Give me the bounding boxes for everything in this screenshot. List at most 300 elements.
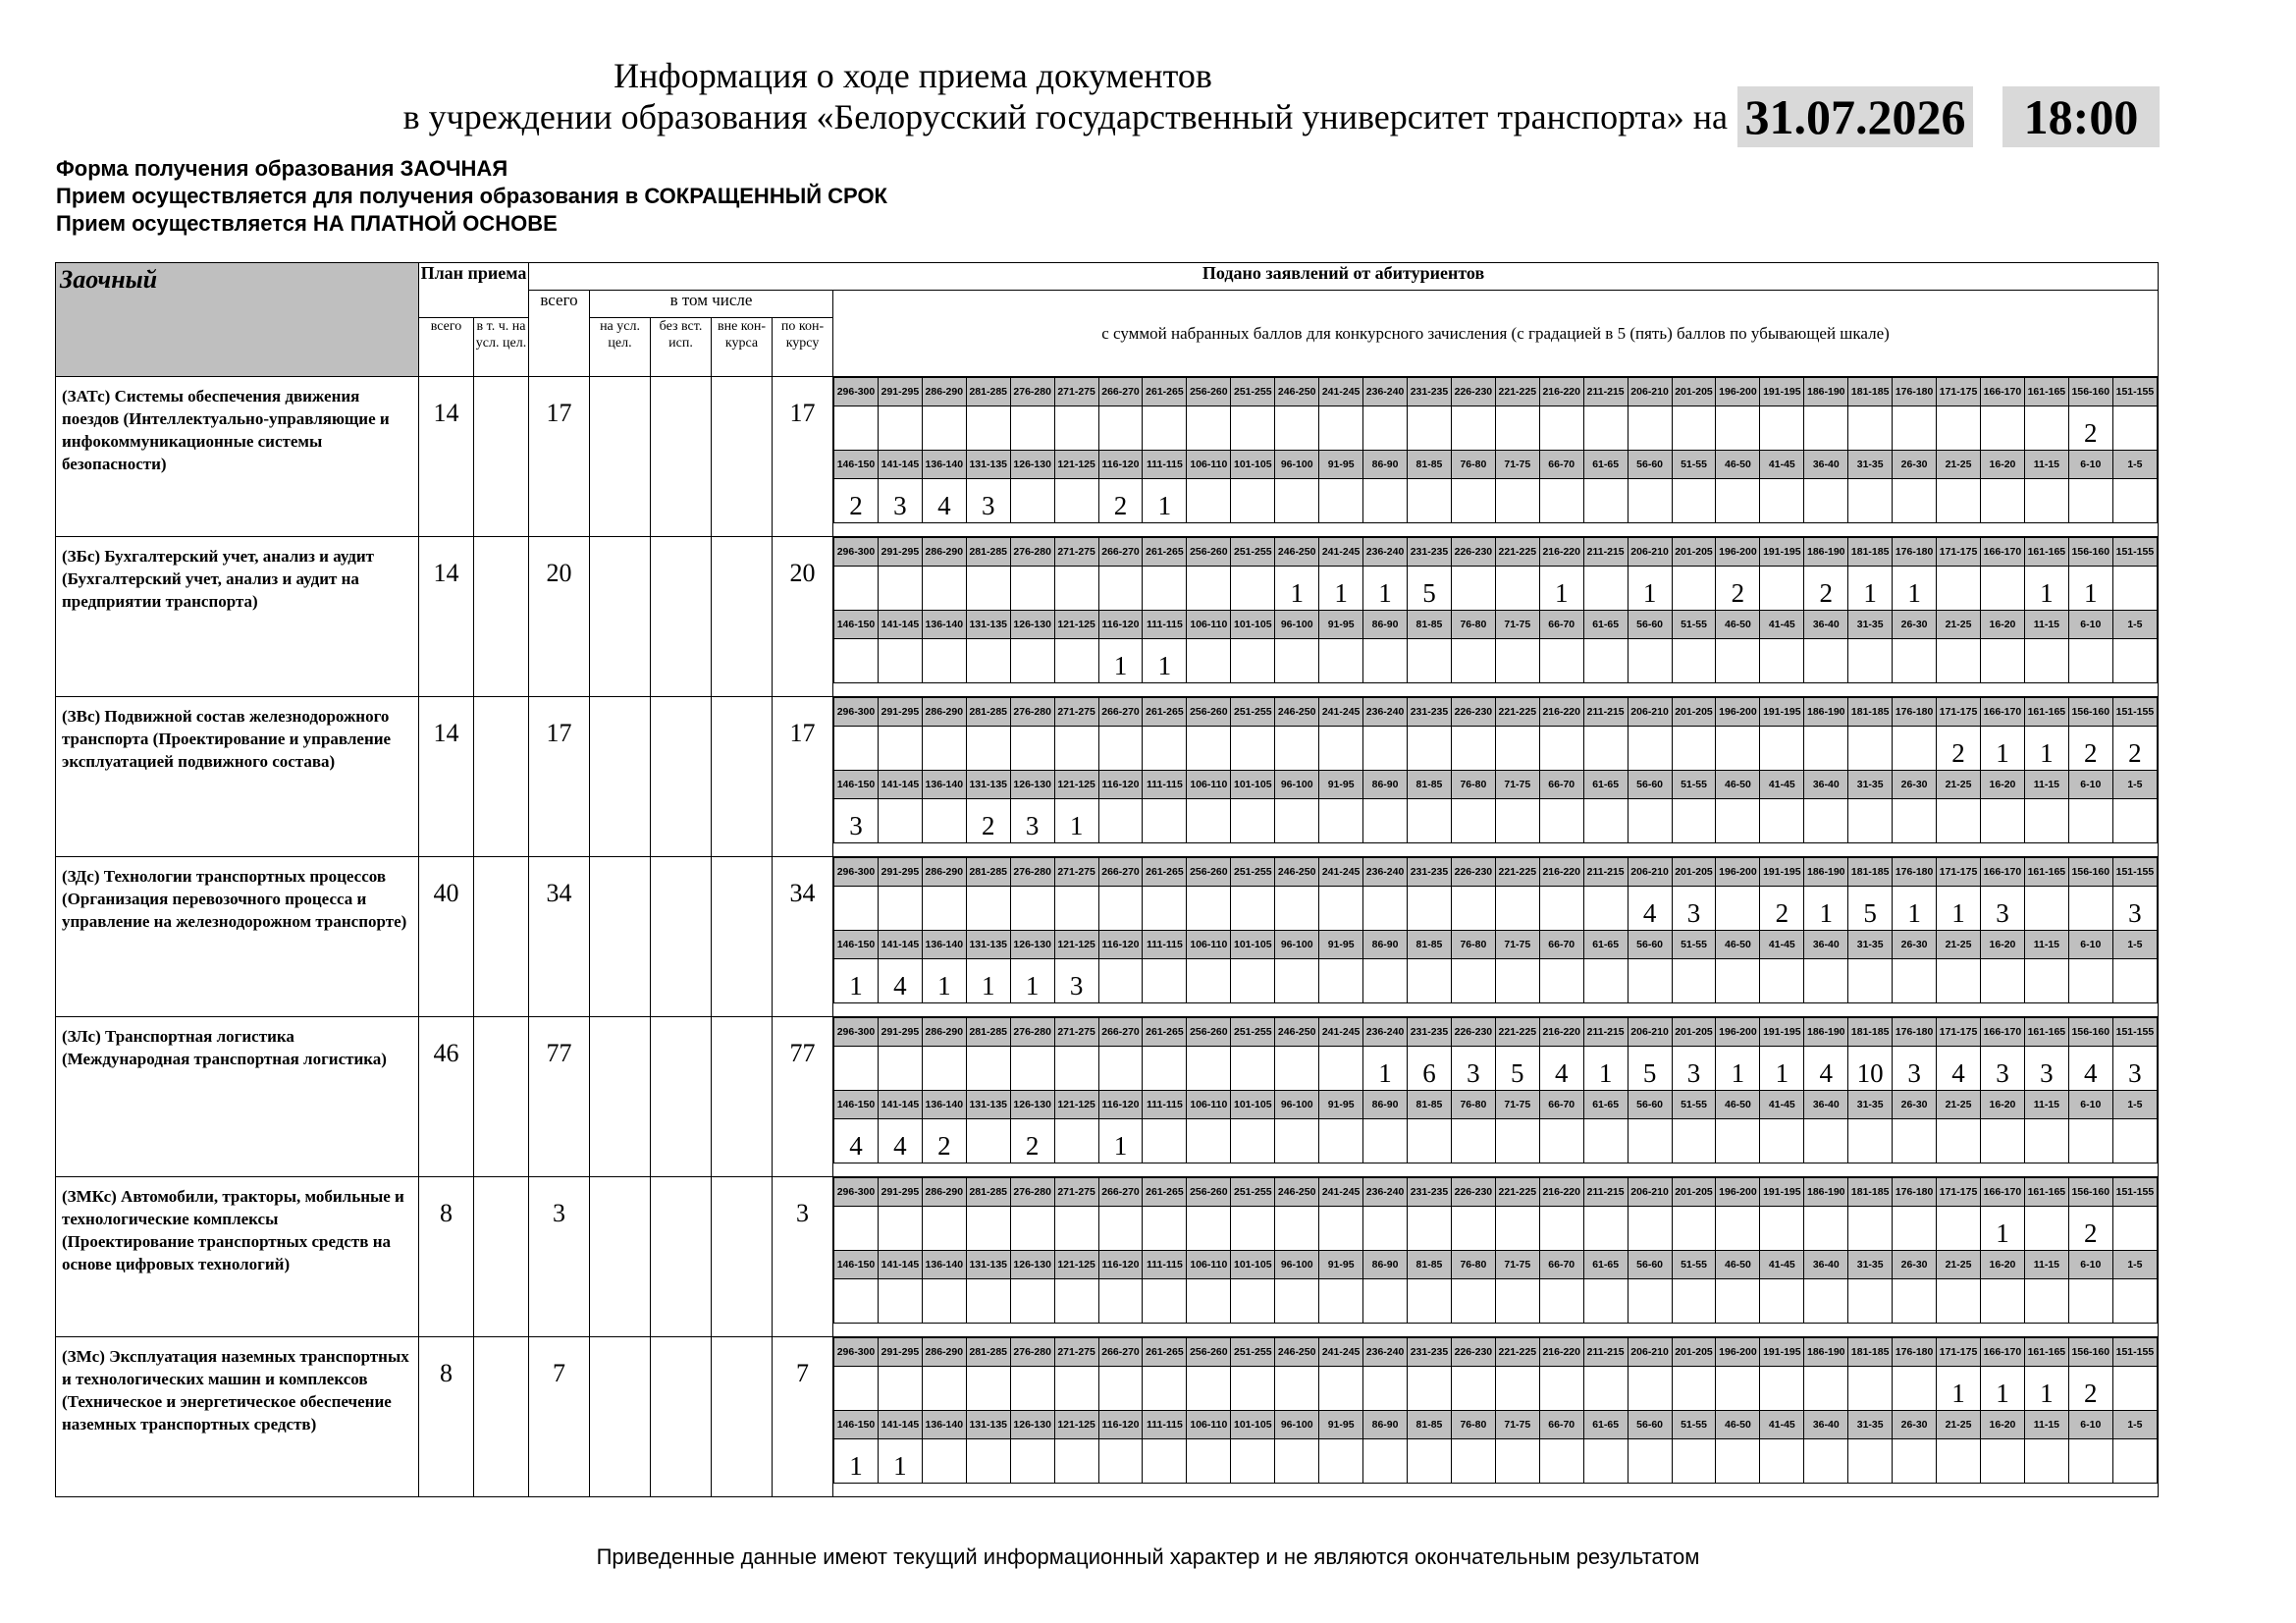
- score-range: 11-15: [2024, 451, 2068, 479]
- score-range: 91-95: [1319, 1411, 1363, 1439]
- program-row: [56, 697, 2159, 857]
- score-range: 161-165: [2024, 1018, 2068, 1047]
- title-line1: Информация о ходе приема документов: [614, 56, 1212, 95]
- score-range: 196-200: [1716, 1178, 1760, 1207]
- score-range: 131-135: [966, 771, 1010, 799]
- score-range: 106-110: [1187, 611, 1231, 639]
- score-range: 6-10: [2068, 611, 2112, 639]
- score-count: [1319, 959, 1363, 1003]
- submitted-total: 3: [529, 1177, 590, 1337]
- score-count: [1539, 1279, 1583, 1324]
- score-range: 76-80: [1451, 931, 1495, 959]
- score-range: 116-120: [1098, 931, 1143, 959]
- score-range: 106-110: [1187, 451, 1231, 479]
- admission-basis: Прием осуществляется НА ПЛАТНОЙ ОСНОВЕ: [56, 211, 558, 236]
- score-range: 141-145: [878, 451, 922, 479]
- score-count: [1319, 1119, 1363, 1163]
- score-count: [1760, 406, 1804, 451]
- score-count: [1098, 567, 1143, 611]
- program-name: (ЗБс) Бухгалтерский учет, анализ и аудит (Бухгалтерский учет, анализ и аудит на предприятии транспорта): [56, 537, 419, 697]
- score-count: [1451, 1367, 1495, 1411]
- submitted-header: Подано заявлений от абитуриентов: [529, 263, 2159, 291]
- score-count: [1143, 1119, 1187, 1163]
- score-range: 146-150: [834, 1251, 879, 1279]
- score-range: 251-255: [1231, 538, 1275, 567]
- score-range: 161-165: [2024, 1178, 2068, 1207]
- score-range: 241-245: [1319, 1178, 1363, 1207]
- score-count: [1319, 1279, 1363, 1324]
- score-range: 106-110: [1187, 771, 1231, 799]
- score-count: [1363, 887, 1408, 931]
- score-count: [1937, 639, 1981, 683]
- score-range: 156-160: [2068, 698, 2112, 727]
- score-range: 176-180: [1893, 378, 1937, 406]
- program-name: (ЗВс) Подвижной состав железнодорожного транспорта (Проектирование и управление эксплуатацией подвижного состава): [56, 697, 419, 857]
- score-range: 281-285: [966, 698, 1010, 727]
- score-count: [1628, 1119, 1672, 1163]
- score-range: 181-185: [1848, 1018, 1893, 1047]
- score-range: 281-285: [966, 1178, 1010, 1207]
- score-range: 161-165: [2024, 858, 2068, 887]
- scores-caption: с суммой набранных баллов для конкурсного зачисления (с градацией в 5 (пять) баллов по убывающей шкале): [833, 291, 2159, 377]
- score-count: [1583, 1207, 1628, 1251]
- submitted-out-competition: [712, 697, 773, 857]
- score-range: 201-205: [1672, 538, 1716, 567]
- score-range: 111-115: [1143, 771, 1187, 799]
- score-count: [1187, 479, 1231, 523]
- score-count: [1319, 479, 1363, 523]
- score-count: [1098, 1207, 1143, 1251]
- score-range: 211-215: [1583, 1178, 1628, 1207]
- score-count: [2024, 799, 2068, 843]
- score-range: 266-270: [1098, 858, 1143, 887]
- program-name: (ЗМКс) Автомобили, тракторы, мобильные и технологические комплексы (Проектирование транспортных средств на основе цифровых технологий): [56, 1177, 419, 1337]
- score-range: 271-275: [1054, 1338, 1098, 1367]
- score-count: [1583, 1367, 1628, 1411]
- score-range: 151-155: [2112, 1178, 2157, 1207]
- score-range: 126-130: [1010, 1411, 1054, 1439]
- score-range: 46-50: [1716, 1091, 1760, 1119]
- score-count: [1495, 1439, 1539, 1484]
- score-count: 3: [878, 479, 922, 523]
- score-count: [1275, 479, 1319, 523]
- score-range: 126-130: [1010, 611, 1054, 639]
- score-count: 2: [834, 479, 879, 523]
- score-count: [1408, 727, 1452, 771]
- score-count: [1628, 727, 1672, 771]
- score-range: 46-50: [1716, 931, 1760, 959]
- score-count: [1319, 1047, 1363, 1091]
- out-competition-header: вне кон-курса: [712, 318, 773, 377]
- score-count: [966, 1439, 1010, 1484]
- score-count: 2: [2112, 727, 2157, 771]
- score-range: 131-135: [966, 1411, 1010, 1439]
- score-range: 201-205: [1672, 858, 1716, 887]
- score-count: [1054, 479, 1098, 523]
- score-range: 11-15: [2024, 1091, 2068, 1119]
- score-range: 86-90: [1363, 771, 1408, 799]
- score-grid: [833, 1337, 2159, 1497]
- score-range: 266-270: [1098, 1018, 1143, 1047]
- score-count: [1363, 959, 1408, 1003]
- score-count: [1980, 1119, 2024, 1163]
- score-range: 181-185: [1848, 1178, 1893, 1207]
- score-count: 1: [2068, 567, 2112, 611]
- score-count: [1363, 799, 1408, 843]
- score-range: 296-300: [834, 698, 879, 727]
- score-count: [1804, 1119, 1848, 1163]
- score-count: [1539, 639, 1583, 683]
- score-count: [1848, 479, 1893, 523]
- score-count: [1187, 1047, 1231, 1091]
- score-count: [1363, 1207, 1408, 1251]
- score-range: 1-5: [2112, 451, 2157, 479]
- score-count: [2024, 1279, 2068, 1324]
- score-count: 1: [1143, 639, 1187, 683]
- score-range: 171-175: [1937, 1338, 1981, 1367]
- score-range: 241-245: [1319, 1338, 1363, 1367]
- score-count: 1: [1848, 567, 1893, 611]
- submitted-out-competition: [712, 1017, 773, 1177]
- score-range: 121-125: [1054, 611, 1098, 639]
- score-range: 141-145: [878, 1411, 922, 1439]
- score-range: 66-70: [1539, 931, 1583, 959]
- score-range: 236-240: [1363, 858, 1408, 887]
- score-count: [1495, 887, 1539, 931]
- score-range: 11-15: [2024, 611, 2068, 639]
- score-range: 116-120: [1098, 451, 1143, 479]
- score-count: [1275, 1367, 1319, 1411]
- score-range: 21-25: [1937, 611, 1981, 639]
- score-count: [1848, 406, 1893, 451]
- score-count: [1539, 959, 1583, 1003]
- score-range: 126-130: [1010, 1091, 1054, 1119]
- score-count: 4: [834, 1119, 879, 1163]
- score-count: [1583, 406, 1628, 451]
- score-range: 206-210: [1628, 378, 1672, 406]
- score-count: [1804, 639, 1848, 683]
- plan-target: [474, 377, 529, 537]
- score-range: 116-120: [1098, 771, 1143, 799]
- score-range: 241-245: [1319, 1018, 1363, 1047]
- score-range: 21-25: [1937, 1251, 1981, 1279]
- score-count: [834, 1207, 879, 1251]
- score-count: [922, 799, 966, 843]
- score-range: 101-105: [1231, 1091, 1275, 1119]
- score-range: 16-20: [1980, 1411, 2024, 1439]
- submitted-out-competition: [712, 1337, 773, 1497]
- score-range: 111-115: [1143, 1091, 1187, 1119]
- score-count: 1: [922, 959, 966, 1003]
- score-range: 291-295: [878, 1338, 922, 1367]
- score-range: 121-125: [1054, 931, 1098, 959]
- score-range: 36-40: [1804, 1411, 1848, 1439]
- score-range: 21-25: [1937, 1411, 1981, 1439]
- score-count: [1363, 479, 1408, 523]
- score-count: [1231, 1439, 1275, 1484]
- score-count: [1893, 1279, 1937, 1324]
- score-range: 146-150: [834, 1411, 879, 1439]
- score-count: [1937, 799, 1981, 843]
- score-range: 6-10: [2068, 771, 2112, 799]
- score-count: [1495, 479, 1539, 523]
- score-count: [1275, 887, 1319, 931]
- score-range: 36-40: [1804, 611, 1848, 639]
- score-range: 46-50: [1716, 1411, 1760, 1439]
- score-range: 251-255: [1231, 698, 1275, 727]
- score-count: 1: [1893, 567, 1937, 611]
- score-range: 31-35: [1848, 931, 1893, 959]
- score-range: 181-185: [1848, 538, 1893, 567]
- submitted-out-competition: [712, 537, 773, 697]
- score-count: [878, 639, 922, 683]
- score-count: [1451, 887, 1495, 931]
- score-count: [834, 1047, 879, 1091]
- score-count: [1495, 567, 1539, 611]
- score-count: [1716, 959, 1760, 1003]
- score-count: [1010, 1207, 1054, 1251]
- score-count: [1893, 1207, 1937, 1251]
- score-range: 221-225: [1495, 538, 1539, 567]
- score-range: 151-155: [2112, 698, 2157, 727]
- score-range: 296-300: [834, 1338, 879, 1367]
- score-count: [1937, 406, 1981, 451]
- score-range: 61-65: [1583, 931, 1628, 959]
- score-count: 4: [922, 479, 966, 523]
- score-range: 106-110: [1187, 931, 1231, 959]
- score-count: [1187, 1439, 1231, 1484]
- score-count: 4: [1804, 1047, 1848, 1091]
- submitted-competition: 3: [773, 1177, 833, 1337]
- score-count: [1848, 1439, 1893, 1484]
- score-range: 56-60: [1628, 451, 1672, 479]
- score-count: [2024, 887, 2068, 931]
- score-range: 11-15: [2024, 1411, 2068, 1439]
- score-count: [878, 1367, 922, 1411]
- score-range: 226-230: [1451, 858, 1495, 887]
- score-count: [834, 887, 879, 931]
- score-count: 2: [2068, 1207, 2112, 1251]
- score-count: [1937, 1119, 1981, 1163]
- score-range: 91-95: [1319, 931, 1363, 959]
- score-count: [2112, 959, 2157, 1003]
- score-range: 111-115: [1143, 1251, 1187, 1279]
- score-count: [1716, 1207, 1760, 1251]
- score-count: [1408, 1119, 1452, 1163]
- score-range: 76-80: [1451, 1091, 1495, 1119]
- score-count: 4: [2068, 1047, 2112, 1091]
- score-count: 2: [1010, 1119, 1054, 1163]
- score-range: 26-30: [1893, 1091, 1937, 1119]
- score-range: 216-220: [1539, 1018, 1583, 1047]
- score-count: [1804, 799, 1848, 843]
- score-range: 121-125: [1054, 1251, 1098, 1279]
- score-range: 216-220: [1539, 1178, 1583, 1207]
- score-range: 81-85: [1408, 771, 1452, 799]
- score-range: 281-285: [966, 538, 1010, 567]
- score-count: 5: [1408, 567, 1452, 611]
- score-count: [1408, 406, 1452, 451]
- score-range: 211-215: [1583, 698, 1628, 727]
- admission-table: [55, 262, 2159, 1497]
- score-range: 96-100: [1275, 451, 1319, 479]
- score-count: [1319, 1439, 1363, 1484]
- score-count: [1672, 479, 1716, 523]
- score-count: [1672, 799, 1716, 843]
- score-range: 96-100: [1275, 1091, 1319, 1119]
- score-range: 271-275: [1054, 1178, 1098, 1207]
- score-range: 231-235: [1408, 538, 1452, 567]
- score-count: 1: [1010, 959, 1054, 1003]
- score-count: [1054, 1279, 1098, 1324]
- score-count: 3: [1054, 959, 1098, 1003]
- score-range: 211-215: [1583, 538, 1628, 567]
- score-range: 56-60: [1628, 1091, 1672, 1119]
- score-count: [2068, 1279, 2112, 1324]
- score-range: 146-150: [834, 931, 879, 959]
- score-range: 166-170: [1980, 1338, 2024, 1367]
- submitted-total: 34: [529, 857, 590, 1017]
- score-range: 26-30: [1893, 1251, 1937, 1279]
- score-count: [1583, 479, 1628, 523]
- score-count: 1: [2024, 1367, 2068, 1411]
- score-count: 1: [1098, 639, 1143, 683]
- score-count: [878, 1207, 922, 1251]
- score-count: [1495, 1279, 1539, 1324]
- score-range: 246-250: [1275, 1018, 1319, 1047]
- score-range: 176-180: [1893, 1178, 1937, 1207]
- score-range: 146-150: [834, 1091, 879, 1119]
- score-count: [1054, 406, 1098, 451]
- score-count: [1760, 959, 1804, 1003]
- score-count: 1: [834, 1439, 879, 1484]
- score-count: [1539, 799, 1583, 843]
- score-count: [1937, 1207, 1981, 1251]
- score-range: 166-170: [1980, 858, 2024, 887]
- score-range: 146-150: [834, 611, 879, 639]
- score-range: 221-225: [1495, 1018, 1539, 1047]
- score-range: 71-75: [1495, 1091, 1539, 1119]
- score-count: [1451, 727, 1495, 771]
- score-range: 161-165: [2024, 538, 2068, 567]
- score-range: 111-115: [1143, 611, 1187, 639]
- submitted-out-competition: [712, 857, 773, 1017]
- score-range: 206-210: [1628, 538, 1672, 567]
- submitted-no-exam: [651, 377, 712, 537]
- score-count: [966, 567, 1010, 611]
- score-count: [1231, 727, 1275, 771]
- score-range: 146-150: [834, 771, 879, 799]
- score-range: 236-240: [1363, 378, 1408, 406]
- score-range: 21-25: [1937, 451, 1981, 479]
- score-range: 161-165: [2024, 1338, 2068, 1367]
- including-header: в том числе: [590, 291, 833, 318]
- score-range: 136-140: [922, 1411, 966, 1439]
- score-range: 236-240: [1363, 698, 1408, 727]
- score-count: 3: [1672, 1047, 1716, 1091]
- score-range: 61-65: [1583, 1411, 1628, 1439]
- score-range: 126-130: [1010, 451, 1054, 479]
- score-count: [966, 1207, 1010, 1251]
- score-count: 4: [1539, 1047, 1583, 1091]
- score-count: [1451, 1119, 1495, 1163]
- score-count: [1672, 1119, 1716, 1163]
- score-range: 186-190: [1804, 858, 1848, 887]
- score-count: [2112, 1207, 2157, 1251]
- score-count: [834, 567, 879, 611]
- score-range: 31-35: [1848, 771, 1893, 799]
- score-count: [1583, 639, 1628, 683]
- score-count: [1408, 1279, 1452, 1324]
- score-count: 2: [1716, 567, 1760, 611]
- score-range: 221-225: [1495, 858, 1539, 887]
- score-range: 16-20: [1980, 771, 2024, 799]
- score-range: 196-200: [1716, 858, 1760, 887]
- score-range: 206-210: [1628, 1018, 1672, 1047]
- score-range: 176-180: [1893, 858, 1937, 887]
- score-range: 246-250: [1275, 378, 1319, 406]
- score-count: [1760, 1207, 1804, 1251]
- score-count: [1893, 1119, 1937, 1163]
- score-count: [1451, 1207, 1495, 1251]
- score-count: 5: [1848, 887, 1893, 931]
- score-count: [1628, 406, 1672, 451]
- score-count: [1760, 479, 1804, 523]
- score-range: 56-60: [1628, 931, 1672, 959]
- score-range: 6-10: [2068, 1251, 2112, 1279]
- score-count: [1187, 799, 1231, 843]
- score-count: [1231, 1047, 1275, 1091]
- score-range: 36-40: [1804, 451, 1848, 479]
- score-range: 141-145: [878, 1251, 922, 1279]
- score-count: [1804, 1439, 1848, 1484]
- score-count: [1980, 1439, 2024, 1484]
- score-range: 131-135: [966, 931, 1010, 959]
- score-count: [1319, 887, 1363, 931]
- plan-target-header: в т. ч. на усл. цел.: [474, 318, 529, 377]
- score-count: [1319, 1367, 1363, 1411]
- score-count: [1143, 1439, 1187, 1484]
- score-count: 2: [1937, 727, 1981, 771]
- score-count: [1848, 1367, 1893, 1411]
- score-range: 156-160: [2068, 378, 2112, 406]
- score-range: 41-45: [1760, 1091, 1804, 1119]
- score-count: [834, 639, 879, 683]
- score-count: [1451, 959, 1495, 1003]
- score-range: 86-90: [1363, 611, 1408, 639]
- score-range: 201-205: [1672, 1338, 1716, 1367]
- submitted-no-exam: [651, 857, 712, 1017]
- score-count: [1980, 959, 2024, 1003]
- score-range: 156-160: [2068, 1018, 2112, 1047]
- score-count: [1143, 567, 1187, 611]
- score-count: [1672, 1439, 1716, 1484]
- score-range: 141-145: [878, 611, 922, 639]
- score-grid: [833, 697, 2159, 857]
- score-range: 211-215: [1583, 858, 1628, 887]
- score-range: 46-50: [1716, 611, 1760, 639]
- score-count: [1275, 1047, 1319, 1091]
- score-range: 136-140: [922, 1091, 966, 1119]
- score-range: 96-100: [1275, 1251, 1319, 1279]
- score-range: 86-90: [1363, 451, 1408, 479]
- score-count: [1716, 479, 1760, 523]
- score-count: [878, 1047, 922, 1091]
- score-range: 91-95: [1319, 1251, 1363, 1279]
- score-range: 116-120: [1098, 1411, 1143, 1439]
- score-range: 11-15: [2024, 1251, 2068, 1279]
- score-range: 91-95: [1319, 771, 1363, 799]
